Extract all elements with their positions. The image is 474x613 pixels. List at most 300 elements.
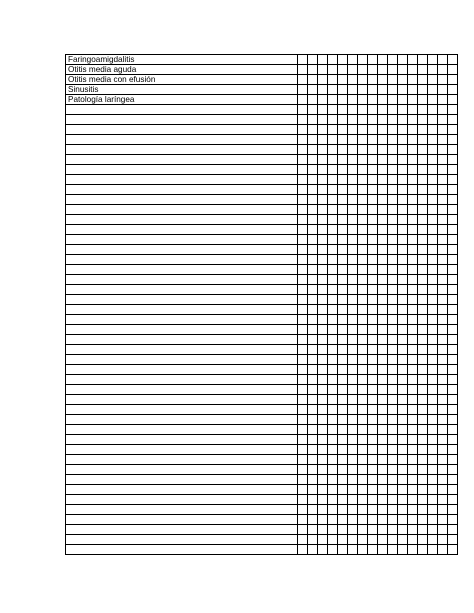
check-cell <box>358 445 368 455</box>
check-cell <box>428 365 438 375</box>
check-cell <box>388 525 398 535</box>
check-cell <box>418 195 428 205</box>
check-cell <box>428 345 438 355</box>
check-cell <box>348 115 358 125</box>
row-label <box>66 405 298 415</box>
check-cell <box>438 335 448 345</box>
row-label <box>66 365 298 375</box>
check-cell <box>438 215 448 225</box>
check-cell <box>428 475 438 485</box>
check-cell <box>398 185 408 195</box>
check-cell <box>438 505 448 515</box>
check-cell <box>358 115 368 125</box>
check-cell <box>308 85 318 95</box>
check-cell <box>428 325 438 335</box>
table-row <box>66 315 458 325</box>
check-cell <box>358 225 368 235</box>
check-cell <box>438 385 448 395</box>
check-cell <box>318 515 328 525</box>
check-cell <box>328 255 338 265</box>
check-cell <box>348 175 358 185</box>
row-label <box>66 325 298 335</box>
check-cell <box>298 545 308 555</box>
check-cell <box>338 505 348 515</box>
check-cell <box>438 485 448 495</box>
check-cell <box>398 345 408 355</box>
check-cell <box>368 515 378 525</box>
check-cell <box>348 535 358 545</box>
check-cell <box>428 245 438 255</box>
check-cell <box>298 65 308 75</box>
check-cell <box>348 375 358 385</box>
check-cell <box>438 135 448 145</box>
check-cell <box>408 135 418 145</box>
check-cell <box>378 405 388 415</box>
check-cell <box>398 535 408 545</box>
check-cell <box>428 195 438 205</box>
check-cell <box>368 385 378 395</box>
check-cell <box>308 465 318 475</box>
check-cell <box>428 455 438 465</box>
check-cell <box>358 375 368 385</box>
check-cell <box>308 515 318 525</box>
check-cell <box>408 335 418 345</box>
check-cell <box>388 425 398 435</box>
check-cell <box>398 225 408 235</box>
check-cell <box>418 375 428 385</box>
check-cell <box>368 355 378 365</box>
check-cell <box>358 135 368 145</box>
check-cell <box>388 535 398 545</box>
check-cell <box>308 355 318 365</box>
check-cell <box>378 225 388 235</box>
check-cell <box>338 95 348 105</box>
row-label <box>66 245 298 255</box>
table-row <box>66 415 458 425</box>
check-cell <box>438 85 448 95</box>
check-cell <box>328 105 338 115</box>
check-cell <box>388 205 398 215</box>
check-cell <box>348 515 358 525</box>
check-cell <box>388 475 398 485</box>
check-cell <box>298 245 308 255</box>
check-cell <box>318 75 328 85</box>
check-cell <box>338 305 348 315</box>
check-cell <box>298 365 308 375</box>
check-cell <box>448 475 458 485</box>
check-cell <box>408 165 418 175</box>
check-cell <box>308 335 318 345</box>
check-cell <box>338 185 348 195</box>
check-cell <box>318 505 328 515</box>
check-cell <box>338 545 348 555</box>
check-cell <box>408 235 418 245</box>
check-cell <box>418 415 428 425</box>
check-cell <box>328 275 338 285</box>
row-label <box>66 195 298 205</box>
check-cell <box>388 345 398 355</box>
check-cell <box>388 155 398 165</box>
check-cell <box>328 135 338 145</box>
check-cell <box>438 95 448 105</box>
check-cell <box>368 125 378 135</box>
check-cell <box>368 325 378 335</box>
check-cell <box>328 455 338 465</box>
check-cell <box>368 505 378 515</box>
check-cell <box>418 305 428 315</box>
table-row <box>66 495 458 505</box>
check-cell <box>428 305 438 315</box>
check-cell <box>358 95 368 105</box>
check-cell <box>428 495 438 505</box>
check-cell <box>328 175 338 185</box>
check-cell <box>388 435 398 445</box>
check-cell <box>418 515 428 525</box>
check-cell <box>408 215 418 225</box>
check-cell <box>428 135 438 145</box>
check-cell <box>318 355 328 365</box>
check-cell <box>388 55 398 65</box>
check-cell <box>428 525 438 535</box>
check-cell <box>428 445 438 455</box>
check-cell <box>318 535 328 545</box>
check-cell <box>328 345 338 355</box>
check-cell <box>388 185 398 195</box>
check-cell <box>338 195 348 205</box>
check-cell <box>368 185 378 195</box>
check-cell <box>328 535 338 545</box>
check-cell <box>298 165 308 175</box>
check-cell <box>408 65 418 75</box>
check-cell <box>318 365 328 375</box>
check-cell <box>348 285 358 295</box>
check-cell <box>418 525 428 535</box>
check-cell <box>428 385 438 395</box>
check-cell <box>358 495 368 505</box>
check-cell <box>328 405 338 415</box>
check-cell <box>368 535 378 545</box>
check-cell <box>388 255 398 265</box>
check-cell <box>398 95 408 105</box>
check-cell <box>428 235 438 245</box>
check-cell <box>338 55 348 65</box>
check-cell <box>348 135 358 145</box>
check-cell <box>408 345 418 355</box>
check-cell <box>348 305 358 315</box>
check-cell <box>448 515 458 525</box>
check-cell <box>408 255 418 265</box>
check-cell <box>328 425 338 435</box>
check-cell <box>408 325 418 335</box>
check-cell <box>388 395 398 405</box>
check-cell <box>398 245 408 255</box>
check-cell <box>408 365 418 375</box>
check-cell <box>408 75 418 85</box>
check-cell <box>398 545 408 555</box>
check-cell <box>318 105 328 115</box>
check-cell <box>408 125 418 135</box>
check-cell <box>418 235 428 245</box>
check-cell <box>418 445 428 455</box>
check-cell <box>418 185 428 195</box>
check-cell <box>418 465 428 475</box>
row-label <box>66 495 298 505</box>
row-label <box>66 265 298 275</box>
check-cell <box>318 495 328 505</box>
check-cell <box>328 475 338 485</box>
tracking-table-body <box>66 55 458 555</box>
check-cell <box>348 365 358 375</box>
check-cell <box>418 395 428 405</box>
check-cell <box>318 265 328 275</box>
check-cell <box>338 175 348 185</box>
check-cell <box>448 275 458 285</box>
check-cell <box>298 445 308 455</box>
check-cell <box>438 495 448 505</box>
check-cell <box>408 315 418 325</box>
check-cell <box>298 415 308 425</box>
check-cell <box>418 315 428 325</box>
check-cell <box>388 175 398 185</box>
table-row <box>66 465 458 475</box>
check-cell <box>348 105 358 115</box>
check-cell <box>448 375 458 385</box>
table-row <box>66 425 458 435</box>
check-cell <box>308 165 318 175</box>
check-cell <box>318 345 328 355</box>
check-cell <box>298 355 308 365</box>
check-cell <box>438 145 448 155</box>
check-cell <box>398 395 408 405</box>
check-cell <box>328 195 338 205</box>
check-cell <box>318 205 328 215</box>
check-cell <box>438 545 448 555</box>
check-cell <box>428 375 438 385</box>
check-cell <box>388 85 398 95</box>
check-cell <box>368 335 378 345</box>
check-cell <box>418 55 428 65</box>
check-cell <box>448 505 458 515</box>
check-cell <box>298 125 308 135</box>
check-cell <box>338 115 348 125</box>
check-cell <box>428 205 438 215</box>
check-cell <box>428 125 438 135</box>
check-cell <box>388 515 398 525</box>
check-cell <box>358 245 368 255</box>
check-cell <box>328 495 338 505</box>
check-cell <box>408 205 418 215</box>
check-cell <box>328 465 338 475</box>
check-cell <box>418 505 428 515</box>
check-cell <box>398 285 408 295</box>
check-cell <box>328 385 338 395</box>
check-cell <box>348 255 358 265</box>
check-cell <box>418 95 428 105</box>
check-cell <box>398 195 408 205</box>
check-cell <box>308 155 318 165</box>
check-cell <box>398 495 408 505</box>
check-cell <box>438 205 448 215</box>
check-cell <box>368 155 378 165</box>
check-cell <box>328 125 338 135</box>
check-cell <box>308 65 318 75</box>
check-cell <box>368 345 378 355</box>
check-cell <box>438 525 448 535</box>
check-cell <box>398 315 408 325</box>
row-label <box>66 415 298 425</box>
check-cell <box>308 235 318 245</box>
table-row <box>66 545 458 555</box>
check-cell <box>348 85 358 95</box>
check-cell <box>308 275 318 285</box>
check-cell <box>448 265 458 275</box>
check-cell <box>438 425 448 435</box>
row-label: Patología laríngea <box>66 95 298 105</box>
table-row <box>66 75 458 85</box>
check-cell <box>338 445 348 455</box>
check-cell <box>318 155 328 165</box>
check-cell <box>328 85 338 95</box>
row-label <box>66 395 298 405</box>
tracking-table <box>65 54 458 555</box>
check-cell <box>398 485 408 495</box>
check-cell <box>368 275 378 285</box>
check-cell <box>308 215 318 225</box>
check-cell <box>318 405 328 415</box>
check-cell <box>298 205 308 215</box>
check-cell <box>408 375 418 385</box>
check-cell <box>348 495 358 505</box>
check-cell <box>388 465 398 475</box>
check-cell <box>298 255 308 265</box>
check-cell <box>348 395 358 405</box>
check-cell <box>338 85 348 95</box>
check-cell <box>328 245 338 255</box>
check-cell <box>338 515 348 525</box>
check-cell <box>438 245 448 255</box>
check-cell <box>308 145 318 155</box>
row-label <box>66 535 298 545</box>
check-cell <box>368 205 378 215</box>
check-cell <box>328 75 338 85</box>
check-cell <box>308 365 318 375</box>
check-cell <box>298 95 308 105</box>
check-cell <box>368 435 378 445</box>
check-cell <box>368 525 378 535</box>
check-cell <box>298 235 308 245</box>
check-cell <box>448 115 458 125</box>
check-cell <box>358 305 368 315</box>
check-cell <box>358 125 368 135</box>
check-cell <box>318 165 328 175</box>
check-cell <box>428 115 438 125</box>
check-cell <box>428 355 438 365</box>
check-cell <box>308 375 318 385</box>
check-cell <box>368 265 378 275</box>
check-cell <box>408 415 418 425</box>
check-cell <box>318 275 328 285</box>
check-cell <box>438 115 448 125</box>
check-cell <box>308 545 318 555</box>
check-cell <box>428 255 438 265</box>
check-cell <box>338 225 348 235</box>
check-cell <box>298 395 308 405</box>
check-cell <box>388 275 398 285</box>
check-cell <box>348 205 358 215</box>
check-cell <box>318 415 328 425</box>
check-cell <box>448 65 458 75</box>
check-cell <box>418 115 428 125</box>
check-cell <box>448 55 458 65</box>
check-cell <box>398 135 408 145</box>
check-cell <box>328 365 338 375</box>
check-cell <box>378 245 388 255</box>
check-cell <box>388 315 398 325</box>
check-cell <box>388 235 398 245</box>
check-cell <box>358 385 368 395</box>
check-cell <box>448 425 458 435</box>
check-cell <box>378 385 388 395</box>
check-cell <box>338 395 348 405</box>
check-cell <box>348 505 358 515</box>
check-cell <box>398 415 408 425</box>
check-cell <box>308 175 318 185</box>
table-row <box>66 55 458 65</box>
check-cell <box>378 435 388 445</box>
table-row <box>66 205 458 215</box>
check-cell <box>448 75 458 85</box>
check-cell <box>308 135 318 145</box>
table-row <box>66 535 458 545</box>
check-cell <box>408 185 418 195</box>
check-cell <box>308 395 318 405</box>
check-cell <box>448 495 458 505</box>
check-cell <box>388 455 398 465</box>
check-cell <box>378 345 388 355</box>
check-cell <box>448 485 458 495</box>
check-cell <box>308 525 318 535</box>
check-cell <box>438 365 448 375</box>
row-label <box>66 115 298 125</box>
table-row <box>66 345 458 355</box>
check-cell <box>348 195 358 205</box>
check-cell <box>298 85 308 95</box>
check-cell <box>358 415 368 425</box>
check-cell <box>448 95 458 105</box>
check-cell <box>358 285 368 295</box>
check-cell <box>378 75 388 85</box>
check-cell <box>348 245 358 255</box>
check-cell <box>408 155 418 165</box>
check-cell <box>378 415 388 425</box>
check-cell <box>308 245 318 255</box>
check-cell <box>348 325 358 335</box>
check-cell <box>358 275 368 285</box>
check-cell <box>308 295 318 305</box>
check-cell <box>338 495 348 505</box>
check-cell <box>368 285 378 295</box>
check-cell <box>388 355 398 365</box>
row-label <box>66 345 298 355</box>
check-cell <box>378 515 388 525</box>
check-cell <box>328 185 338 195</box>
row-label <box>66 225 298 235</box>
check-cell <box>328 445 338 455</box>
check-cell <box>388 545 398 555</box>
table-row <box>66 115 458 125</box>
check-cell <box>388 295 398 305</box>
check-cell <box>418 265 428 275</box>
